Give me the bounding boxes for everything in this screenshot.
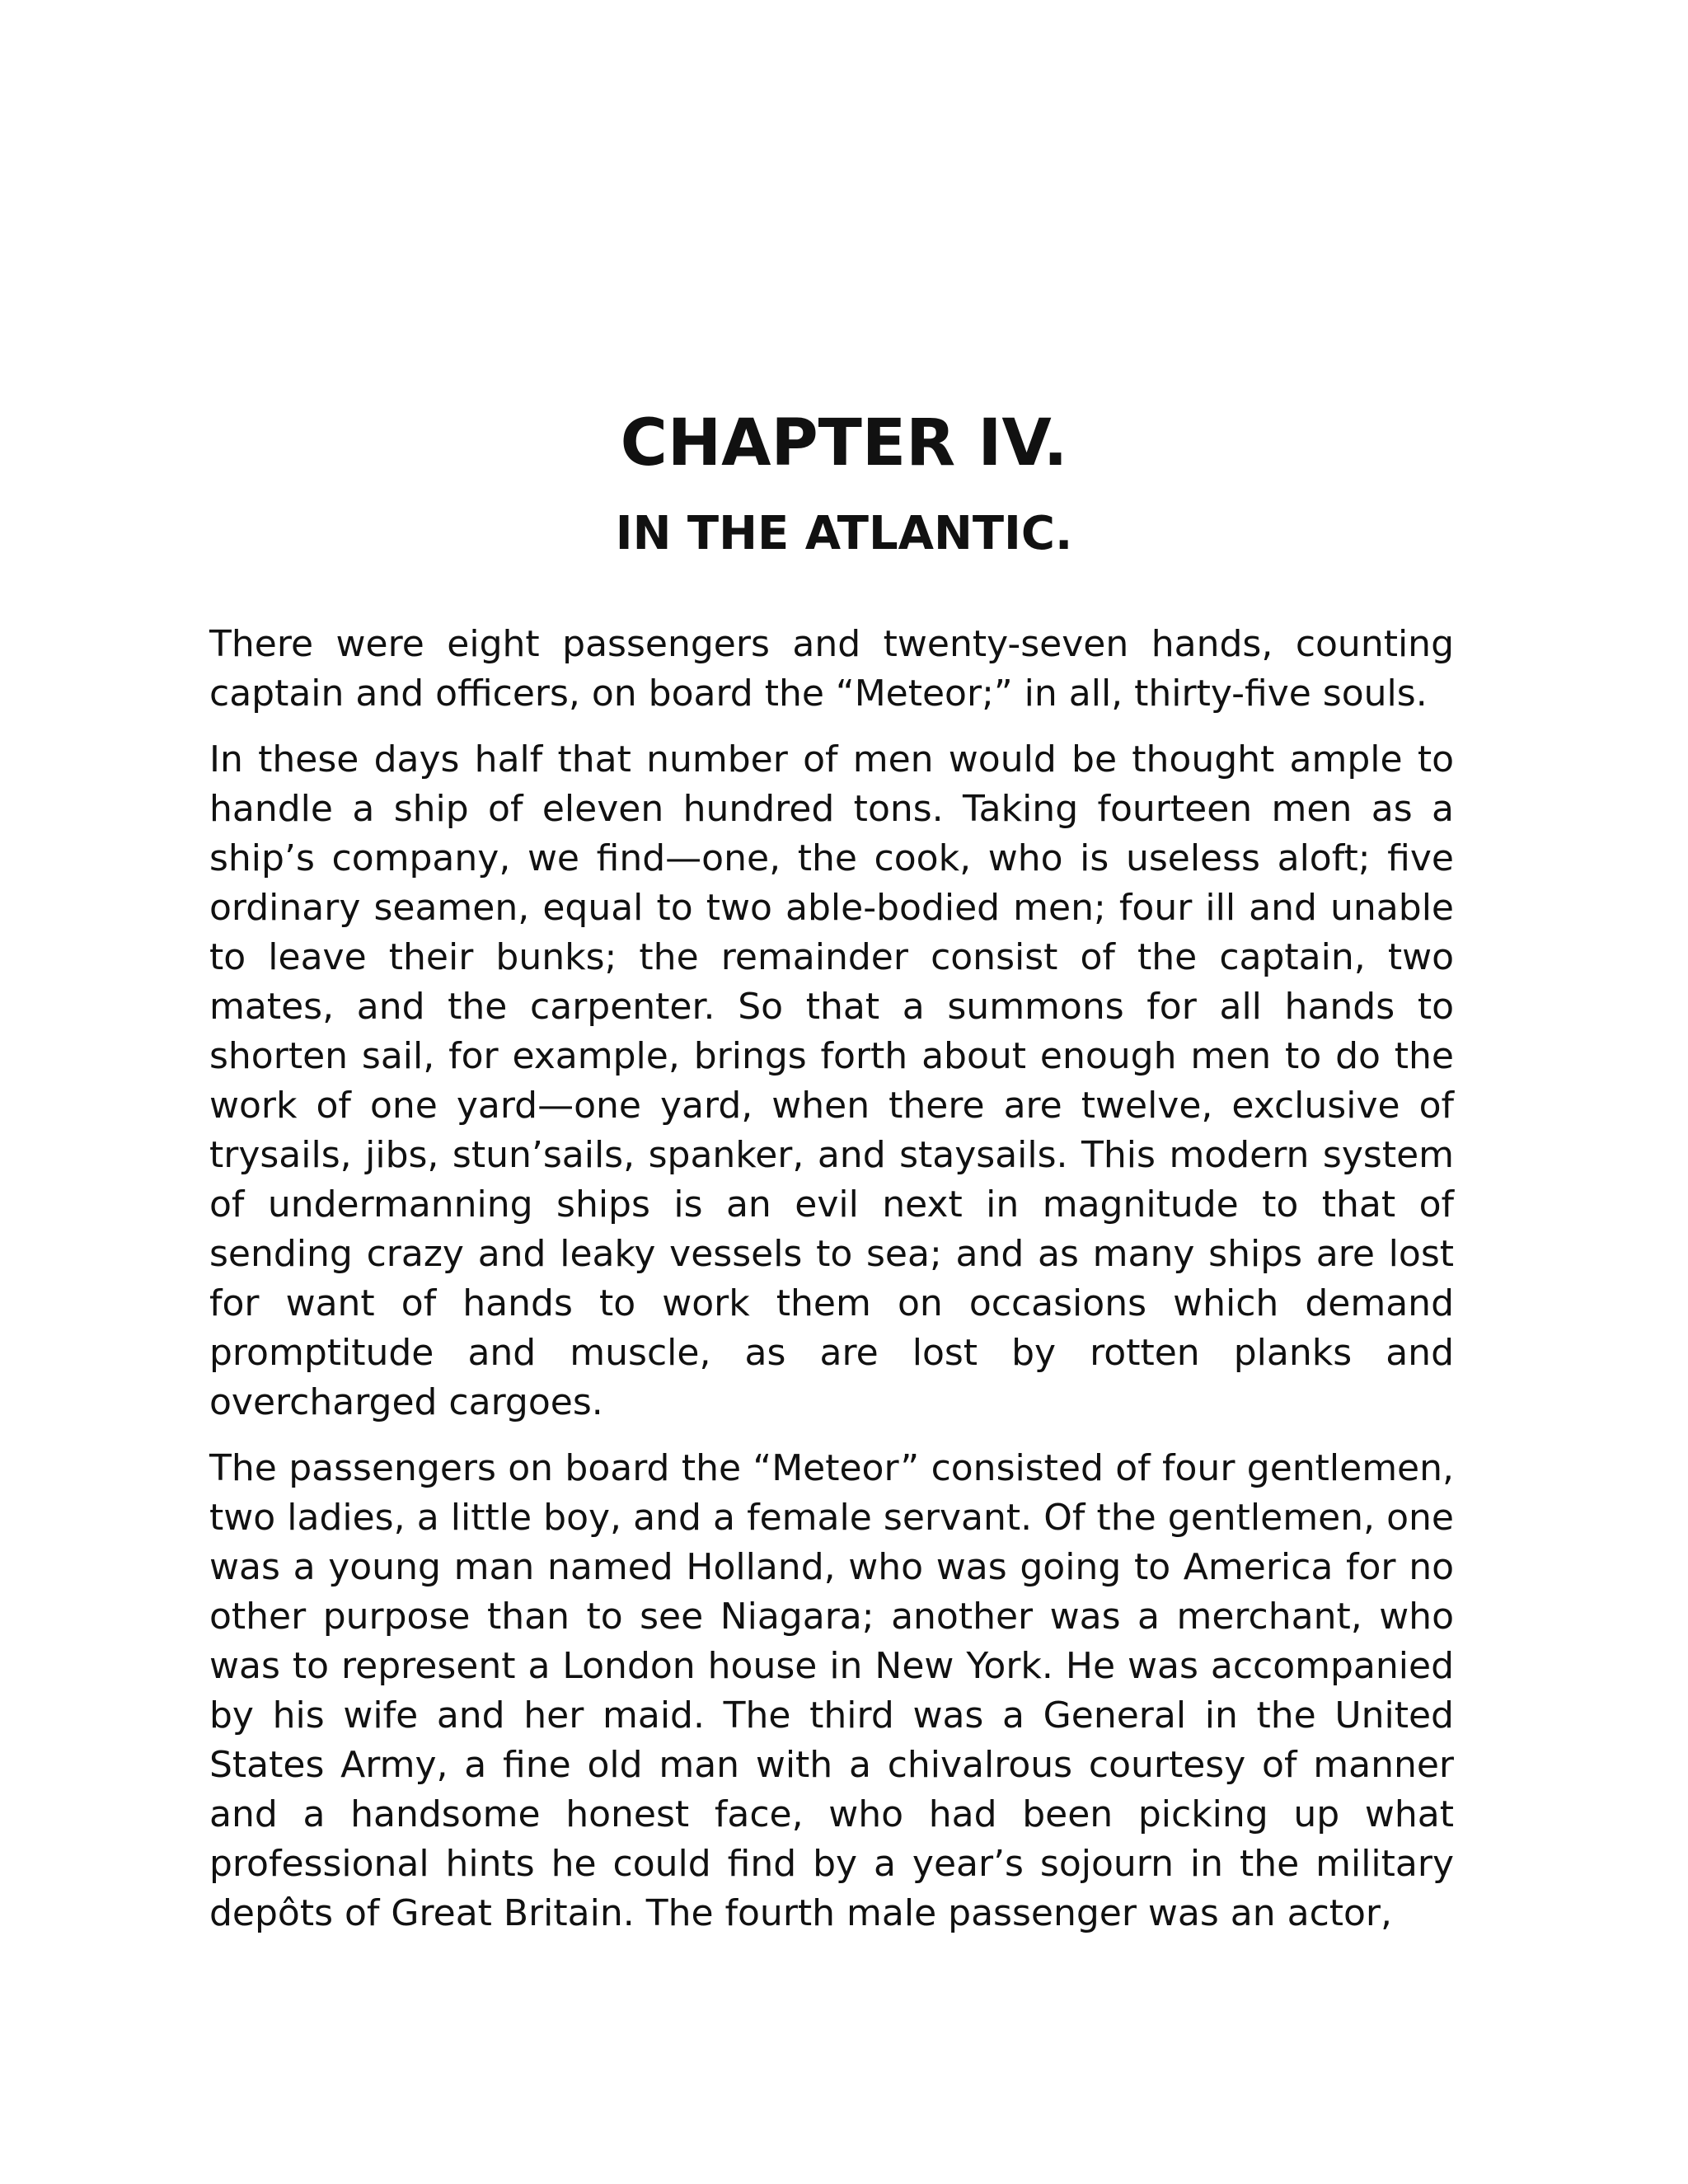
paragraph: The passengers on board the “Meteor” consisted of four gentlemen, two ladies, a little boy, and a female servant. Of the gentlemen, one was a young man named Holland, who was going to America for no other purpose than to see Niagara; another was a merchant, who was to represent a London house in New York. He was accompanied by his wife and her maid. The third was a General in the United States Army, a fine old man with a chivalrous courtesy of manner and a handsome honest face, who had been picking up what professional hints he could find by a year’s sojourn in the military depôts of Great Britain. The fourth male passenger was an actor, [209, 1447, 1454, 1934]
chapter-body [209, 620, 1454, 1955]
paragraph: In these days half that number of men would be thought ample to handle a ship of eleven hundred tons. Taking fourteen men as a ship’s company, we find—one, the cook, who is useless aloft; five ordinary seamen, equal to two able-bodied men; four ill and unable to leave their bunks; the remainder consist of the captain, two mates, and the carpenter. So that a summons for all hands to shorten sail, for example, brings forth about enough men to do the work of one yard—one yard, when there are twelve, exclusive of trysails, jibs, stun’sails, spanker, and staysails. This modern system of undermanning ships is an evil next in magnitude to that of sending crazy and leaky vessels to sea; and as many ships are lost for want of hands to work them on occasions which demand promptitude and muscle, as are lost by rotten planks and overcharged cargoes. [209, 738, 1454, 1423]
chapter-number: CHAPTER IV. [620, 406, 1068, 480]
paragraph: There were eight passengers and twenty-seven hands, counting captain and officers, on board the “Meteor;” in all, thirty-five souls. [209, 623, 1454, 715]
chapter-title: IN THE ATLANTIC. [615, 507, 1073, 560]
